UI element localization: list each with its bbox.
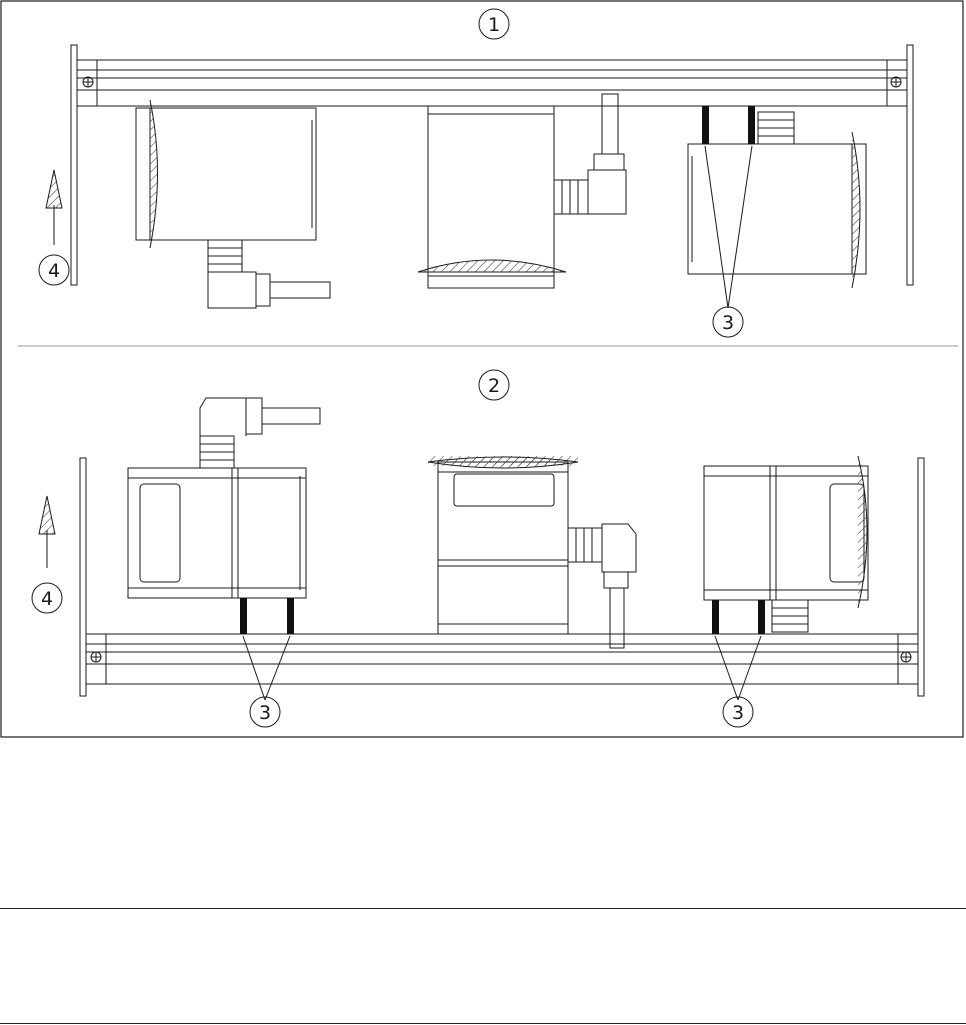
view-2 (32, 370, 924, 727)
page-rule-lower (0, 1023, 966, 1024)
page-rule-upper (0, 908, 966, 909)
sensor-f-side (704, 456, 868, 634)
view-1 (39, 9, 913, 337)
screw-icon (91, 652, 101, 662)
callout-label: 3 (721, 312, 735, 334)
screw-icon (901, 652, 911, 662)
callout-direction-bottom (32, 583, 62, 613)
screw-icon (891, 77, 901, 87)
drawing-frame (1, 1, 963, 737)
callout-label: 4 (47, 260, 61, 282)
screw-icon (83, 77, 93, 87)
arrow-up-icon (39, 496, 55, 568)
callout-label: 2 (487, 375, 501, 397)
sensor-b-top (418, 94, 626, 288)
arrow-up-icon (46, 170, 62, 245)
callout-spacer-bottom-left (243, 636, 290, 727)
end-plate-left (71, 45, 77, 285)
sensor-d-side (128, 398, 320, 634)
callout-label: 4 (40, 588, 54, 610)
sensor-e-side (428, 456, 636, 648)
spacer (712, 600, 719, 634)
callout-direction-top (39, 255, 69, 285)
end-plate-left (80, 458, 86, 696)
end-plate-right (918, 458, 924, 696)
callout-spacer-top (705, 146, 752, 337)
sensor-c-top (688, 106, 866, 288)
callout-label: 3 (731, 702, 745, 724)
din-rail-top (77, 60, 907, 106)
din-rail-bottom (86, 634, 918, 684)
spacer (702, 106, 709, 144)
callout-spacer-bottom-right (715, 636, 761, 727)
spacer (240, 598, 247, 634)
sensor-a-top (136, 100, 330, 308)
spacer (758, 600, 765, 634)
spacer (748, 106, 755, 144)
spacer (287, 598, 294, 634)
end-plate-right (907, 45, 913, 285)
callout-label: 3 (258, 702, 272, 724)
callout-view-1 (479, 9, 509, 39)
callout-label: 1 (487, 14, 501, 36)
callout-view-2 (479, 370, 509, 400)
